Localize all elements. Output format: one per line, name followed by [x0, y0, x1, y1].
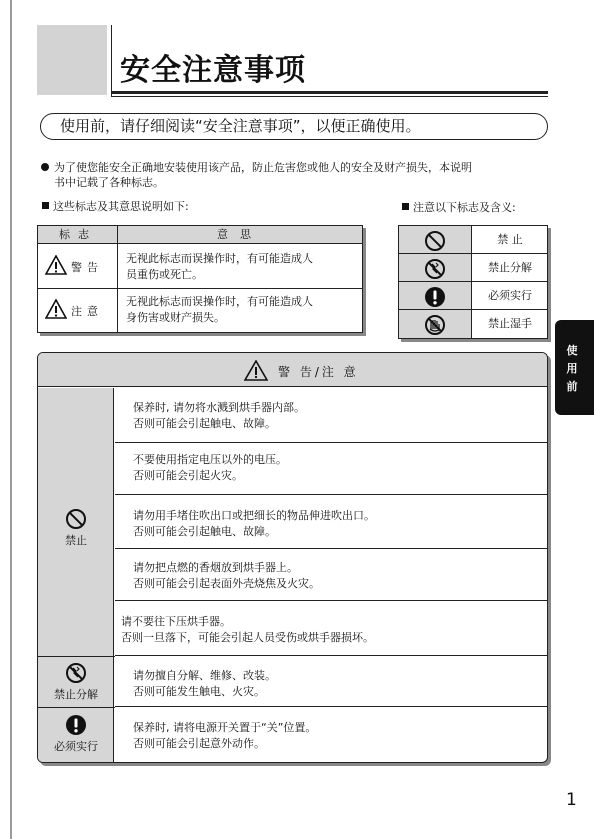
warning-row — [115, 443, 548, 495]
category-no-disassembly-label: 禁止分解 — [54, 688, 98, 701]
warning-label: 警告 — [71, 261, 103, 274]
category-prohibit-label: 禁止 — [65, 534, 87, 547]
bullet-line-2: 书中记载了各种标志。 — [54, 176, 164, 189]
title-divider — [111, 25, 112, 97]
warning-triangle-icon — [244, 360, 268, 381]
caution-label-cell — [38, 289, 117, 332]
sign-row-no-disassembly — [399, 254, 547, 282]
meaning-label-text: 这些标志及其意思说明如下: — [53, 200, 189, 213]
warning-row — [115, 495, 548, 549]
warning-row-line-1: 请勿擅自分解、维修、改装。 — [133, 669, 276, 682]
no-disassembly-icon — [65, 662, 87, 684]
col-header-sign: 标志 — [59, 228, 97, 241]
warning-meaning-line-1: 无视此标志而误操作时，有可能造成人 — [126, 252, 313, 265]
warnings-table — [37, 352, 548, 763]
warning-row-line-2: 否则可能会引起触电、故障。 — [133, 525, 276, 538]
sign-row-no-wet-hands — [399, 310, 547, 338]
warning-triangle-icon — [45, 255, 67, 275]
sign-name-prohibited: 禁 止 — [497, 233, 523, 246]
warning-row-line-2: 否则可能发生触电、火灾。 — [133, 685, 265, 698]
warning-row-line-2: 否则可能会引起火灾。 — [133, 469, 243, 482]
sign-row-prohibited — [399, 226, 547, 254]
warning-row-line-1: 保养时, 请将电源开关置于“关”位置。 — [133, 721, 317, 734]
meaning-table — [37, 225, 363, 333]
meaning-column-divider — [117, 226, 118, 332]
square-bullet-icon — [402, 203, 409, 210]
warning-row-line-2: 否则可能会引起触电、故障。 — [133, 417, 276, 430]
caution-triangle-icon — [45, 299, 67, 319]
category-mandatory-label: 必须实行 — [54, 740, 98, 753]
left-margin-rule — [10, 0, 12, 839]
title-underline-thin — [112, 96, 548, 97]
warning-label-cell — [38, 245, 117, 288]
prohibited-icon — [65, 508, 87, 530]
signs-table — [398, 225, 548, 339]
caution-meaning-line-2: 身伤害或财产损失。 — [126, 311, 225, 324]
warning-row — [115, 549, 548, 601]
side-tab — [555, 320, 594, 415]
signs-label — [402, 199, 516, 215]
warning-row-line-2: 否则可能会引起表面外壳烧焦及火灾。 — [133, 577, 320, 590]
signs-label-text: 注意以下标志及含义: — [413, 201, 516, 214]
warnings-header — [38, 353, 547, 387]
caution-label: 注意 — [71, 305, 103, 318]
no-wet-hands-icon — [424, 314, 446, 336]
bullet-paragraph — [41, 160, 553, 190]
col-header-meaning: 意思 — [217, 228, 263, 241]
caution-meaning-line-1: 无视此标志而误操作时，有可能造成人 — [126, 295, 313, 308]
sign-name-no-wet-hands: 禁止湿手 — [488, 317, 532, 330]
side-tab-char-2: 用 — [566, 362, 578, 375]
page-number: 1 — [566, 790, 577, 810]
warning-row — [115, 656, 548, 707]
warning-row-line-1: 请勿用手堵住吹出口或把细长的物品伸进吹出口。 — [133, 509, 375, 522]
warning-row-line-2: 否则可能会引起意外动作。 — [133, 737, 265, 750]
intro-text: 使用前，请仔细阅读“安全注意事项”，以便正确使用。 — [60, 117, 421, 135]
sign-name-no-disassembly: 禁止分解 — [488, 261, 532, 274]
warnings-header-text: 警 告/注 意 — [278, 365, 359, 379]
meaning-table-header — [38, 226, 362, 244]
no-disassembly-icon — [424, 258, 446, 280]
warning-row — [115, 601, 548, 656]
warning-meaning-line-2: 员重伤或死亡。 — [126, 268, 203, 281]
warning-row-line-1: 保养时, 请勿将水溅到烘手器内部。 — [133, 401, 305, 414]
square-bullet-icon — [42, 202, 49, 209]
title-underline — [112, 91, 548, 94]
bullet-line-1: 为了使您能安全正确地安装使用该产品，防止危害您或他人的安全及财产损失，本说明 — [54, 161, 472, 174]
meaning-label — [42, 198, 189, 214]
mandatory-icon — [424, 286, 446, 308]
bullet-dot-icon — [41, 163, 49, 171]
category-divider — [38, 707, 115, 708]
category-no-disassembly — [38, 662, 114, 702]
category-mandatory — [38, 714, 114, 754]
caution-meaning — [126, 294, 356, 326]
title-decoration-block — [37, 25, 107, 95]
warning-meaning — [126, 251, 356, 283]
sign-name-mandatory: 必须实行 — [488, 289, 532, 302]
side-tab-char-3: 前 — [566, 380, 578, 393]
warning-row-line-1: 请勿把点燃的香烟放到烘手器上。 — [133, 561, 298, 574]
warning-row-line-1: 请不要往下压烘手器。 — [121, 615, 231, 628]
intro-banner — [40, 113, 548, 140]
sign-row-mandatory — [399, 282, 547, 310]
warning-row-line-1: 不要使用指定电压以外的电压。 — [133, 453, 287, 466]
prohibited-icon — [424, 230, 446, 252]
category-divider — [38, 656, 115, 657]
category-prohibit — [38, 508, 114, 548]
warning-row-line-2: 否则一旦落下，可能会引起人员受伤或烘手器损坏。 — [121, 631, 374, 644]
warning-row — [115, 707, 548, 763]
mandatory-icon — [65, 714, 87, 736]
warning-row — [115, 388, 548, 443]
side-tab-label — [565, 342, 579, 396]
page-title: 安全注意事项 — [120, 53, 306, 88]
side-tab-char-1: 使 — [566, 344, 578, 357]
